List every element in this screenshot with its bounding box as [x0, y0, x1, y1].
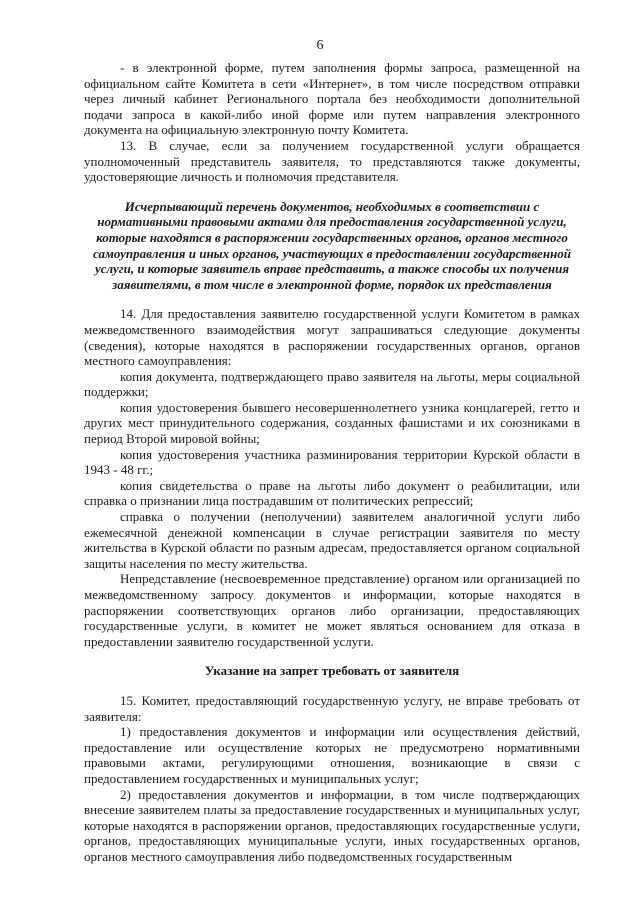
paragraph: Непредставление (несвоевременное представление) органом или организацией по межведомственному запросу документов и информации, которые находятся в распоряжении соответствующих органов либо организации, предоставляющих государственные услуги, в комитет не может являться основанием для отказа в предоставлении заявителю государственной услуги.: [84, 571, 580, 649]
list-item: 1) предоставления документов и информации или осуществления действий, предоставление или осуществление которых не предусмотрено нормативными правовыми актами, регулирующими отношения, возникающие в связи с предоставлением государственных и муниципальных услуг;: [84, 724, 580, 786]
list-item: копия удостоверения участника разминирования территории Курской области в 1943 - 48 гг.;: [84, 446, 580, 478]
list-item: копия документа, подтверждающего право заявителя на льготы, меры социальной поддержки;: [84, 368, 580, 400]
list-item: копия свидетельства о праве на льготы либо документ о реабилитации, или справка о признании лица пострадавшим от политических репрессий;: [84, 477, 580, 509]
list-item: копия удостоверения бывшего несовершеннолетнего узника концлагерей, гетто и других мест принудительного содержания, созданных фашистами и их союзниками в период Второй мировой войны;: [84, 399, 580, 447]
paragraph: 13. В случае, если за получением государственной услуги обращается уполномоченный представитель заявителя, то представляются также документы, удостоверяющие личность и полномочия представителя.: [84, 137, 580, 185]
list-item: 2) предоставления документов и информации, в том числе подтверждающих внесение заявителем платы за предоставление государственных и муниципальных услуг, которые находятся в распоряжении органов, предоставляющих государственные услуги, органов, предоставляющих муниципальные услуги, иных государственных органов, органов местного самоуправления либо подведомственных государственным: [84, 786, 580, 864]
page-number: 6: [316, 38, 324, 53]
paragraph: - в электронной форме, путем заполнения формы запроса, размещенной на официальном сайте Комитета в сети «Интернет», в том числе посредством отправки через личный кабинет Регионального портала без необходимости дополнительной подачи запроса в какой-либо иной форме или путем направления электронного документа на официальную электронную почту Комитета.: [84, 60, 580, 138]
section-heading-prohibition: Указание на запрет требовать от заявителя: [204, 663, 460, 679]
section-heading-documents: Исчерпывающий перечень документов, необходимых в соответствии с нормативными правовыми актами для предоставления государственной услуги, которые находятся в распоряжении государственных органов, органов местного самоуправления и иных органов, участвующих в предоставлении государственной услуги, и которые заявитель вправе представить, а также способы их получения заявителями, в том числе в электронной форме, порядок их представления: [93, 198, 571, 292]
paragraph: 15. Комитет, предоставляющий государственную услугу, не вправе требовать от заявителя:: [84, 692, 580, 724]
page-body: [84, 60, 580, 865]
list-item: справка о получении (неполучении) заявителем аналогичной услуги либо ежемесячной денежной компенсации в случае регистрации заявителя по месту жительства в Курской области по разным адресам, предоставляется органом социальной защиты населения по месту жительства.: [84, 509, 580, 571]
paragraph: 14. Для предоставления заявителю государственной услуги Комитетом в рамках межведомственного взаимодействия могут запрашиваться следующие документы (сведения), которые находятся в распоряжении государственных органов, органов местного самоуправления:: [84, 306, 580, 369]
